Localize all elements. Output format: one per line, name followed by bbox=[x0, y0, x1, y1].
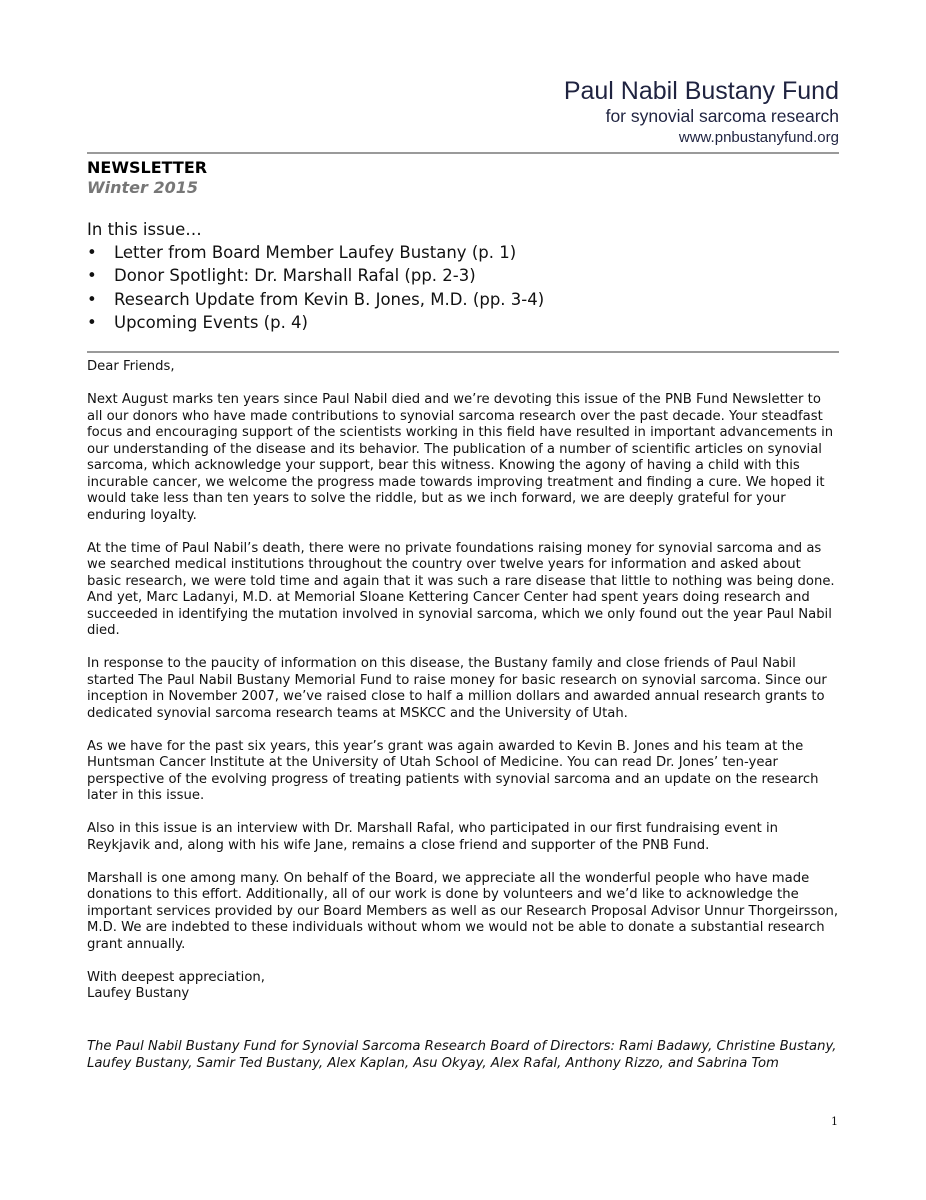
masthead bbox=[564, 76, 839, 148]
letter-paragraph: As we have for the past six years, this year’s grant was again awarded to Kevin B. Jones and his team at the Huntsman Cancer Institute at the University of Utah School of Medicine. You can read Dr. Jones’ ten-year perspective of the evolving progress of treating patients with synovial sarcoma and an update on the research later in this issue. bbox=[87, 738, 819, 803]
letter-greeting: Dear Friends, bbox=[87, 359, 175, 374]
list-item bbox=[87, 311, 544, 334]
letter-paragraph: At the time of Paul Nabil’s death, there were no private foundations raising money for synovial sarcoma and as we searched medical institutions throughout the country over twelve years for information and asked about basic research, we were told time and again that it was such a rare disease that little to nothing was being done. And yet, Marc Ladanyi, M.D. at Memorial Sloane Kettering Cancer Center had spent years doing research and succeeded in identifying the mutation involved in synovial sarcoma, which we only found out the year Paul Nabil died. bbox=[87, 540, 835, 638]
page-number: 1 bbox=[831, 1115, 838, 1128]
org-name: Paul Nabil Bustany Fund bbox=[563, 77, 839, 105]
section-divider bbox=[87, 351, 839, 353]
issue-list bbox=[87, 241, 544, 334]
issue-intro: In this issue… bbox=[87, 220, 202, 239]
issue-item-label: Letter from Board Member Laufey Bustany (p. 1) bbox=[114, 243, 517, 262]
letter-paragraph: Marshall is one among many. On behalf of the Board, we appreciate all the wonderful people who have made donations to this effort. Additionally, all of our work is done by volunteers and we’d like to acknowledge the important services provided by our Board Members as well as our Research Proposal Advisor Unnur Thorgeirsson, M.D. We are indebted to these individuals without whom we would not be able to donate a substantial research grant annually. bbox=[87, 870, 839, 952]
list-item bbox=[87, 288, 544, 311]
issue-item-label: Research Update from Kevin B. Jones, M.D. (pp. 3-4) bbox=[114, 289, 545, 309]
issue-item-label: Upcoming Events (p. 4) bbox=[114, 312, 308, 332]
letter-closing: With deepest appreciation, bbox=[87, 969, 265, 985]
website-url: www.pnbustanyfund.org bbox=[678, 129, 839, 146]
bullet-icon: • bbox=[87, 243, 97, 262]
issue-item-label: Donor Spotlight: Dr. Marshall Rafal (pp. 2-3) bbox=[114, 266, 476, 286]
newsletter-season: Winter 2015 bbox=[87, 178, 199, 197]
newsletter-title: NEWSLETTER bbox=[87, 158, 208, 177]
org-tagline: for synovial sarcoma research bbox=[605, 106, 839, 126]
letter-paragraph: Also in this issue is an interview with Dr. Marshall Rafal, who participated in our first fundraising event in Reykjavik and, along with his wife Jane, remains a close friend and supporter of the PNB Fund. bbox=[87, 821, 779, 853]
board-of-directors-note: The Paul Nabil Bustany Fund for Synovial Sarcoma Research Board of Directors: Rami Badawy, Christine Bustany, Laufey Bustany, Samir Ted Bustany, Alex Kaplan, Asu Okyay, Alex Rafal, Anthony Rizzo, and Sabrina Tom bbox=[87, 1039, 837, 1071]
letter-paragraph: Next August marks ten years since Paul Nabil died and we’re devoting this issue of the PNB Fund Newsletter to all our donors who have made contributions to synovial sarcoma research over the past decade. Your steadfast focus and encouraging support of the scientists working in this field have resulted in important advancements in our understanding of the disease and its behavior. The publication of a number of scientific articles on synovial sarcoma, which acknowledge your support, bear this witness. Knowing the agony of having a child with this incurable cancer, we welcome the progress made towards improving treatment and finding a cure. We hoped it would take less than ten years to solve the riddle, but as we inch forward, we are deeply grateful for your enduring loyalty. bbox=[87, 392, 834, 523]
bullet-icon: • bbox=[87, 266, 97, 286]
in-this-issue bbox=[87, 218, 544, 334]
bullet-icon: • bbox=[87, 289, 97, 309]
list-item bbox=[87, 264, 544, 287]
letter-paragraph: In response to the paucity of information on this disease, the Bustany family and close friends of Paul Nabil started The Paul Nabil Bustany Memorial Fund to raise money for basic research on synovial sarcoma. Since our inception in November 2007, we’ve raised close to half a million dollars and awarded annual research grants to dedicated synovial sarcoma research teams at MSKCC and the University of Utah. bbox=[87, 656, 827, 721]
letter-signature: Laufey Bustany bbox=[87, 986, 190, 1001]
top-divider bbox=[87, 152, 839, 154]
list-item bbox=[87, 241, 544, 264]
bullet-icon: • bbox=[87, 312, 97, 332]
board-letter bbox=[87, 359, 839, 1003]
